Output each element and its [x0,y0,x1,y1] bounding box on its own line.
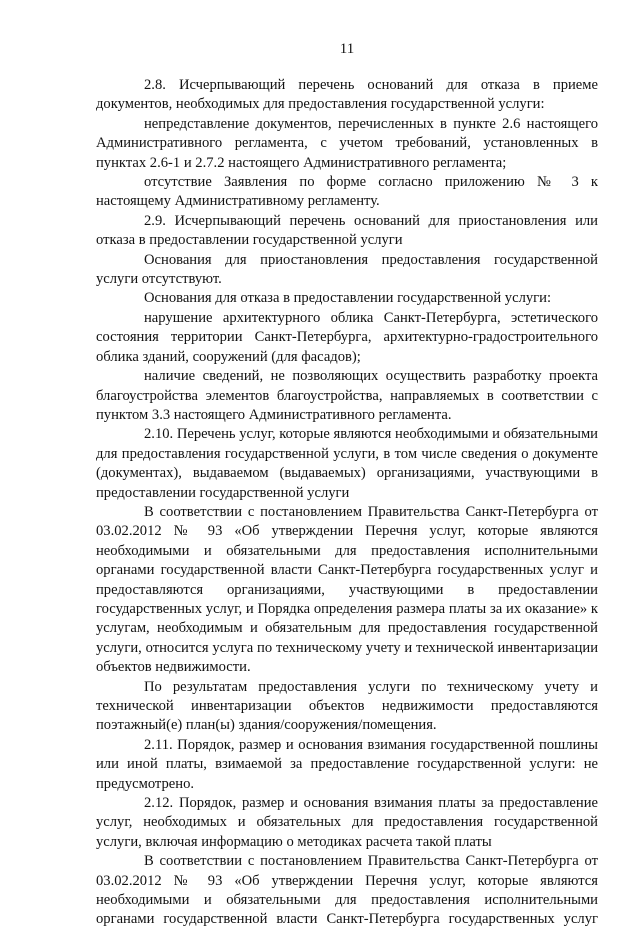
paragraph-no-application: отсутствие Заявления по форме согласно приложению № 3 к настоящему Административному регламенту. [96,174,598,210]
page-number: 11 [339,41,355,57]
paragraph-2-9: 2.9. Исчерпывающий перечень оснований для приостановления или отказа в предоставлении государственной услуги [96,212,598,249]
paragraph-suspension-grounds: Основания для приостановления предоставления государственной услуги отсутствуют. [96,251,598,288]
paragraph-information-presence: наличие сведений, не позволяющих осуществить разработку проекта благоустройства элементов благоустройства, направляемых в соответствии с пунктом 3.3 настоящего Административного регламента. [96,368,598,423]
paragraph-architecture-violation: нарушение архитектурного облика Санкт-Петербурга, эстетического состояния территории Санкт-Петербурга, архитектурно-градостроительного облика зданий, сооружений (для фасадов); [96,309,598,365]
paragraph-inventory-results: По результатам предоставления услуги по техническому учету и технической инвентаризации объектов недвижимости предоставляются поэтажный(е) план(ы) здания/сооружения/помещения. [96,678,598,734]
paragraph-refusal-grounds: Основания для отказа в предоставлении государственной услуги: [144,290,551,307]
paragraph-nonsubmission: непредставление документов, перечисленных в пункте 2.6 настоящего Административного регламента, с учетом требований, установленных в пунктах 2.6-1 и 2.7.2 настоящего Административного регламента; [96,115,598,171]
paragraph-resolution-93-second: В соответствии с постановлением Правительства Санкт-Петербурга от 03.02.2012 № 93 «Об утверждении Перечня услуг, которые являются необходимыми и обязательными для предоставления исполнительными органами государственной власти Санкт-Петербурга государственных услуг [96,853,598,928]
paragraph-2-12: 2.12. Порядок, размер и основания взимания платы за предоставление услуг, необходимых и обязательных для предоставления государственной услуги, включая информацию о методиках расчета такой платы [96,795,598,850]
paragraph-2-8: 2.8. Исчерпывающий перечень оснований для отказа в приеме документов, необходимых для предоставления государственной услуги: [96,77,598,113]
paragraph-resolution-93-first: В соответствии с постановлением Правительства Санкт-Петербурга от 03.02.2012 № 93 «Об утверждении Перечня услуг, которые являются необходимыми и обязательными для предоставления исполнительными органами государственной власти Санкт-Петербурга государственных услуг и предоставляются организациями, участвующими в предоставлении государственных услуг, и Порядка определения размера платы за их оказание» к услугам, необходимым и обязательным для предоставления государственной услуги, относится услуга по техническому учету и технической инвентаризации объектов недвижимости. [96,503,598,676]
document-page [96,40,598,930]
paragraph-2-10: 2.10. Перечень услуг, которые являются необходимыми и обязательными для предоставления государственной услуги, в том числе сведения о документе (документах), выдаваемом (выдаваемых) организациями, участвующими в предоставлении государственной услуги [96,426,598,501]
paragraph-2-11: 2.11. Порядок, размер и основания взимания государственной пошлины или иной платы, взимаемой за предоставление государственной услуги: не предусмотрено. [96,736,598,792]
